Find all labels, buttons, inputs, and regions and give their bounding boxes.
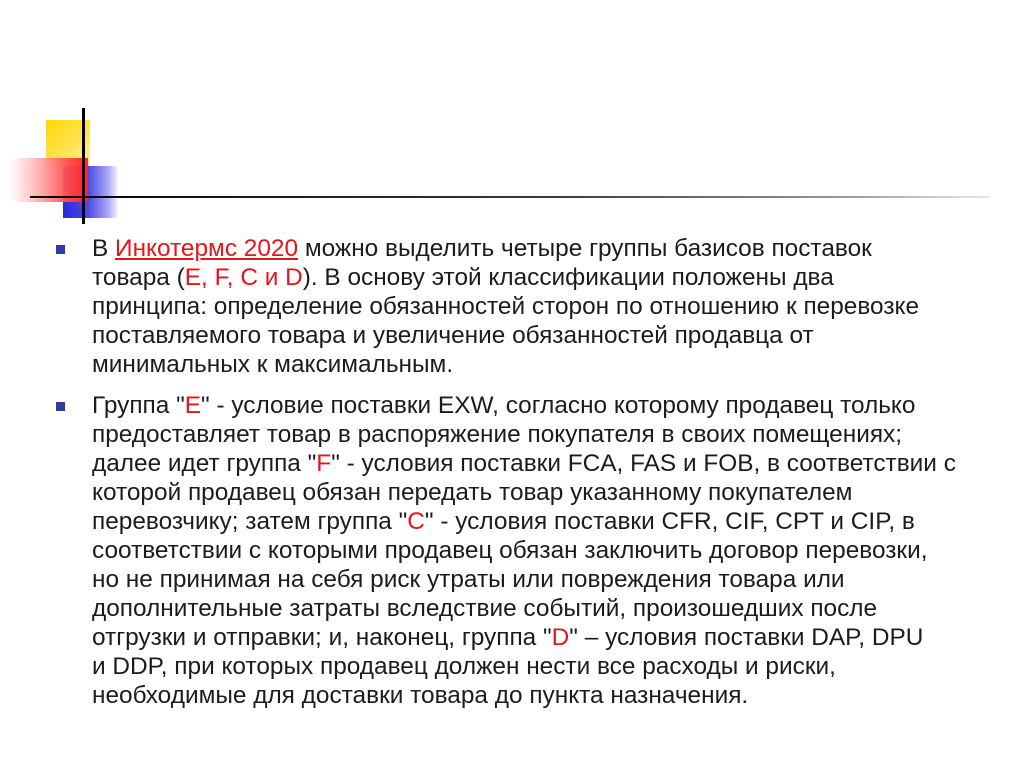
bullet-text xyxy=(92,234,984,379)
text-segment: В xyxy=(92,235,116,262)
square-bullet-icon xyxy=(56,402,65,411)
group-letter-d: D xyxy=(551,624,570,651)
text-segment: " - условия поставки FCA, FAS и FOB, в соответствии с которой продавец обязан передать товар указанному покупателем перевозчику; затем группа " xyxy=(92,450,956,535)
bullet-item-groups xyxy=(54,391,984,710)
square-bullet-icon xyxy=(56,245,65,254)
text-segment: " – условия поставки DAP, DPU и DDP, при которых продавец должен нести все расходы и риски, необходимые для доставки товара до пункта назначения. xyxy=(92,624,924,709)
text-segment: ). В основу этой классификации положены два принципа: определение обязанностей сторон по отношению к перевозке поставляемого товара и увеличение обязанностей продавца от минимальных к максимальным. xyxy=(92,264,920,378)
group-letter-f: F xyxy=(316,450,332,477)
bullet-text xyxy=(92,391,984,710)
text-segment: можно выделить четыре группы базисов поставок товара ( xyxy=(92,235,872,291)
text-segment: " - условие поставки EXW, согласно которому продавец только предоставляет товар в распоряжение покупателя в своих помещениях; далее идет группа " xyxy=(92,392,916,477)
slide-content xyxy=(54,234,984,722)
group-letter-c: C xyxy=(407,508,425,535)
corner-decoration xyxy=(0,0,1024,230)
group-letters: E, F, C и D xyxy=(184,264,303,291)
bullet-item-incoterms xyxy=(54,234,984,379)
text-segment: " - условия поставки CFR, CIF, CPT и CIP, в соответствии с которыми продавец обязан заключить договор перевозки, но не принимая на себя риск утраты или повреждения товара или дополнительные затраты вследствие событий, произошедших после отгрузки и отправки; и, наконец, группа " xyxy=(92,508,928,651)
incoterms-link[interactable]: Инкотермс 2020 xyxy=(115,235,299,262)
group-letter-e: E xyxy=(184,392,202,419)
horizontal-rule xyxy=(30,196,990,198)
vertical-rule xyxy=(82,108,85,224)
text-segment: Группа " xyxy=(92,392,185,419)
